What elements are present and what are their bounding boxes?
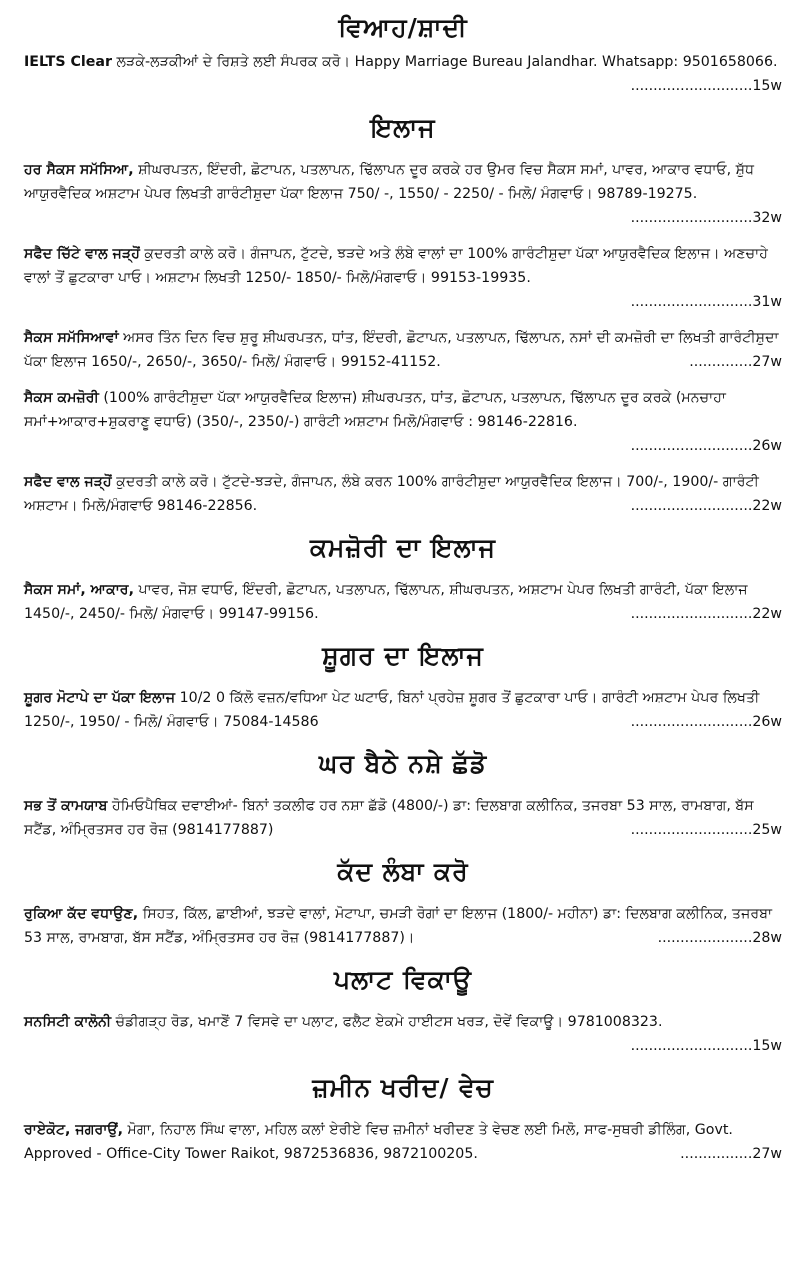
ad-body: ਚੰਡੀਗੜ੍ਹ ਰੋਡ, ਖਮਾਣੋਂ 7 ਵਿਸਵੇ ਦਾ ਪਲਾਟ, ਫਲੈਟ ਏਕਮੇ ਹਾਈਟਸ ਖਰੜ, ਦੋਵੇਂ ਵਿਕਾਊ। 9781008323. [111, 1014, 663, 1030]
section-heading-treatment: ਇਲਾਜ [370, 113, 436, 142]
ad-code: ...........................22w [630, 498, 782, 514]
ad-lead: ਰਾਏਕੋਟ, ਜਗਰਾਉਂ, [24, 1122, 124, 1138]
ad-code: ...........................25w [630, 822, 782, 838]
ad-body: ਕੁਦਰਤੀ ਕਾਲੇ ਕਰੋ। ਟੁੱਟਦੇ-ਝੜਦੇ, ਗੰਜਾਪਨ, ਲੰਬੇ ਕਰਨ 100% ਗਾਰੰਟੀਸ਼ੁਦਾ ਆਯੁਰਵੈਦਿਕ ਇਲਾਜ। 700/-, 1900/- ਗਾਰੰਟੀ ਅਸ਼ਟਾਮ। ਮਿਲੋ/ਮੰਗਵਾਓ 98146-22856. [24, 474, 759, 514]
ad-lead: ਸਭ ਤੋਂ ਕਾਮਯਾਬ [24, 798, 108, 814]
classified-ad [24, 470, 782, 518]
classified-ad [24, 386, 782, 458]
ad-code: ...........................26w [630, 714, 782, 730]
ad-body: ਸਿਹਤ, ਕਿੱਲ, ਛਾਈਆਂ, ਝੜਦੇ ਵਾਲਾਂ, ਮੋਟਾਪਾ, ਚਮੜੀ ਰੋਗਾਂ ਦਾ ਇਲਾਜ (1800/- ਮਹੀਨਾ) ਡਾ: ਦਿਲਬਾਗ ਕਲੀਨਿਕ, ਤਜਰਬਾ 53 ਸਾਲ, ਰਾਮਬਾਗ, ਬੱਸ ਸਟੈਂਡ, ਅੰਮ੍ਰਿਤਸਰ ਹਰ ਰੋਜ਼ (9814177887)। [24, 906, 773, 946]
ad-body: ਸ਼ੀਘਰਪਤਨ, ਇੰਦਰੀ, ਛੋਟਾਪਨ, ਪਤਲਾਪਨ, ਢਿੱਲਾਪਨ ਦੂਰ ਕਰਕੇ ਹਰ ਉਮਰ ਵਿਚ ਸੈਕਸ ਸਮਾਂ, ਪਾਵਰ, ਆਕਾਰ ਵਧਾਓ, ਸ਼ੁੱਧ ਆਯੁਰਵੈਦਿਕ ਅਸ਼ਟਾਮ ਪੇਪਰ ਲਿਖਤੀ ਗਾਰੰਟੀਸ਼ੁਦਾ ਪੱਕਾ ਇਲਾਜ 750/ -, 1550/ - 2250/ - ਮਿਲੋ/ ਮੰਗਵਾਓ। 98789-19275. [24, 162, 755, 202]
section-heading-sugar: ਸ਼ੂਗਰ ਦਾ ਇਲਾਜ [322, 641, 484, 670]
ad-lead: ਰੁਕਿਆ ਕੱਦ ਵਧਾਉਣ, [24, 906, 139, 922]
ad-body: (100% ਗਾਰੰਟੀਸ਼ੁਦਾ ਪੱਕਾ ਆਯੁਰਵੈਦਿਕ ਇਲਾਜ) ਸ਼ੀਘਰਪਤਨ, ਧਾਂਤ, ਛੋਟਾਪਨ, ਪਤਲਾਪਨ, ਢਿੱਲਾਪਨ ਦੂਰ ਕਰਕੇ (ਮਨਚਾਹਾ ਸਮਾਂ+ਆਕਾਰ+ਸ਼ੁਕਰਾਣੂ ਵਧਾਓ) (350/-, 2350/-) ਗਾਰੰਟੀ ਅਸ਼ਟਾਮ ਮਿਲੋ/ਮੰਗਵਾਓ : 98146-22816. [24, 390, 726, 430]
ad-code: ...........................15w [630, 1038, 782, 1054]
ad-body: ਅਸਰ ਤਿੰਨ ਦਿਨ ਵਿਚ ਸ਼ੁਰੂ ਸ਼ੀਘਰਪਤਨ, ਧਾਂਤ, ਇੰਦਰੀ, ਛੋਟਾਪਨ, ਪਤਲਾਪਨ, ਢਿੱਲਾਪਨ, ਨਸਾਂ ਦੀ ਕਮਜ਼ੋਰੀ ਦਾ ਲਿਖਤੀ ਗਾਰੰਟੀਸ਼ੁਦਾ ਪੱਕਾ ਇਲਾਜ 1650/-, 2650/-, 3650/- ਮਿਲੋ/ ਮੰਗਵਾਓ। 99152-41152. [24, 330, 779, 370]
ad-code: ...........................32w [630, 210, 782, 226]
classifieds-page [0, 10, 800, 1166]
ad-lead: ਸੈਕਸ ਕਮਜ਼ੋਰੀ [24, 390, 99, 406]
ad-code: ...........................26w [630, 438, 782, 454]
section-heading-land: ਜ਼ਮੀਨ ਖਰੀਦ/ ਵੇਚ [312, 1073, 494, 1102]
section-heading-marriage: ਵਿਆਹ/ਸ਼ਾਦੀ [338, 13, 468, 42]
ad-lead: IELTS Clear [24, 54, 112, 70]
ad-code: ..............27w [689, 354, 782, 370]
ad-lead: ਸਫੈਦ ਵਾਲ ਜੜ੍ਹੋਂ [24, 474, 112, 490]
classified-ad [24, 1010, 782, 1058]
ad-body: ਕੁਦਰਤੀ ਕਾਲੇ ਕਰੋ। ਗੰਜਾਪਨ, ਟੁੱਟਦੇ, ਝੜਦੇ ਅਤੇ ਲੰਬੇ ਵਾਲਾਂ ਦਾ 100% ਗਾਰੰਟੀਸ਼ੁਦਾ ਪੱਕਾ ਆਯੁਰਵੈਦਿਕ ਇਲਾਜ। ਅਣਚਾਹੇ ਵਾਲਾਂ ਤੋਂ ਛੁਟਕਾਰਾ ਪਾਓ। ਅਸ਼ਟਾਮ ਲਿਖਤੀ 1250/- 1850/- ਮਿਲੋ/ਮੰਗਵਾਓ। 99153-19935. [24, 246, 768, 286]
ad-code: ...........................22w [630, 606, 782, 622]
ad-body: 10/2 0 ਕਿੱਲੋ ਵਜ਼ਨ/ਵਧਿਆ ਪੇਟ ਘਟਾਓ, ਬਿਨਾਂ ਪ੍ਰਹੇਜ਼ ਸ਼ੂਗਰ ਤੋਂ ਛੁਟਕਾਰਾ ਪਾਓ। ਗਾਰੰਟੀ ਅਸ਼ਟਾਮ ਪੇਪਰ ਲਿਖਤੀ 1250/-, 1950/ - ਮਿਲੋ/ ਮੰਗਵਾਓ। 75084-14586 [24, 690, 760, 730]
classified-ad [24, 794, 782, 842]
classified-ad [24, 1118, 782, 1166]
classified-ad [24, 902, 782, 950]
classified-ad [24, 158, 782, 230]
ad-lead: ਸੈਕਸ ਸਮਾਂ, ਆਕਾਰ, [24, 582, 134, 598]
ad-lead: ਸਫੈਦ ਚਿੱਟੇ ਵਾਲ ਜੜ੍ਹੋਂ [24, 246, 140, 262]
classified-ad [24, 578, 782, 626]
section-heading-plot-sale: ਪਲਾਟ ਵਿਕਾਊ [334, 965, 472, 994]
ad-code: ...........................15w [630, 78, 782, 94]
ad-lead: ਸੈਕਸ ਸਮੱਸਿਆਵਾਂ [24, 330, 119, 346]
ad-body: ਪਾਵਰ, ਜੋਸ਼ ਵਧਾਓ, ਇੰਦਰੀ, ਛੋਟਾਪਨ, ਪਤਲਾਪਨ, ਢਿੱਲਾਪਨ, ਸ਼ੀਘਰਪਤਨ, ਅਸ਼ਟਾਮ ਪੇਪਰ ਲਿਖਤੀ ਗਾਰੰਟੀ, ਪੱਕਾ ਇਲਾਜ 1450/-, 2450/- ਮਿਲੋ/ ਮੰਗਵਾਓ। 99147-99156. [24, 582, 748, 622]
ad-body: ਮੋਗਾ, ਨਿਹਾਲ ਸਿੰਘ ਵਾਲਾ, ਮਹਿਲ ਕਲਾਂ ਏਰੀਏ ਵਿਚ ਜ਼ਮੀਨਾਂ ਖਰੀਦਣ ਤੇ ਵੇਚਣ ਲਈ ਮਿਲੋ, ਸਾਫ-ਸੁਥਰੀ ਡੀਲਿੰਗ, Govt. Approved - Office-City Tower Raikot, 9872536836, 9872100205. [24, 1122, 733, 1162]
classified-ad [24, 326, 782, 374]
section-heading-deaddiction: ਘਰ ਬੈਠੇ ਨਸ਼ੇ ਛੱਡੋ [318, 749, 488, 778]
ad-code: .....................28w [657, 930, 782, 946]
classified-ad [24, 50, 782, 98]
ad-lead: ਹਰ ਸੈਕਸ ਸਮੱਸਿਆ, [24, 162, 134, 178]
ad-body: ਲੜਕੇ-ਲੜਕੀਆਂ ਦੇ ਰਿਸ਼ਤੇ ਲਈ ਸੰਪਰਕ ਕਰੋ। Happy Marriage Bureau Jalandhar. Whatsapp: 9501658066. [111, 54, 778, 70]
classified-ad [24, 242, 782, 314]
classified-ad [24, 686, 782, 734]
ad-code: ...........................31w [630, 294, 782, 310]
section-heading-weakness: ਕਮਜ਼ੋਰੀ ਦਾ ਇਲਾਜ [309, 533, 497, 562]
ad-body: ਹੋਮਿਓਪੈਥਿਕ ਦਵਾਈਆਂ- ਬਿਨਾਂ ਤਕਲੀਫ ਹਰ ਨਸ਼ਾ ਛੱਡੋ (4800/-) ਡਾ: ਦਿਲਬਾਗ ਕਲੀਨਿਕ, ਤਜਰਬਾ 53 ਸਾਲ, ਰਾਮਬਾਗ, ਬੱਸ ਸਟੈਂਡ, ਅੰਮ੍ਰਿਤਸਰ ਹਰ ਰੋਜ਼ (9814177887) [24, 798, 754, 838]
ad-lead: ਸ਼ੂਗਰ ਮੋਟਾਪੇ ਦਾ ਪੱਕਾ ਇਲਾਜ [24, 690, 176, 706]
section-heading-height: ਕੱਦ ਲੰਬਾ ਕਰੋ [337, 857, 469, 886]
ad-lead: ਸਨਸਿਟੀ ਕਾਲੋਨੀ [24, 1014, 112, 1030]
ad-code: ................27w [680, 1146, 782, 1162]
